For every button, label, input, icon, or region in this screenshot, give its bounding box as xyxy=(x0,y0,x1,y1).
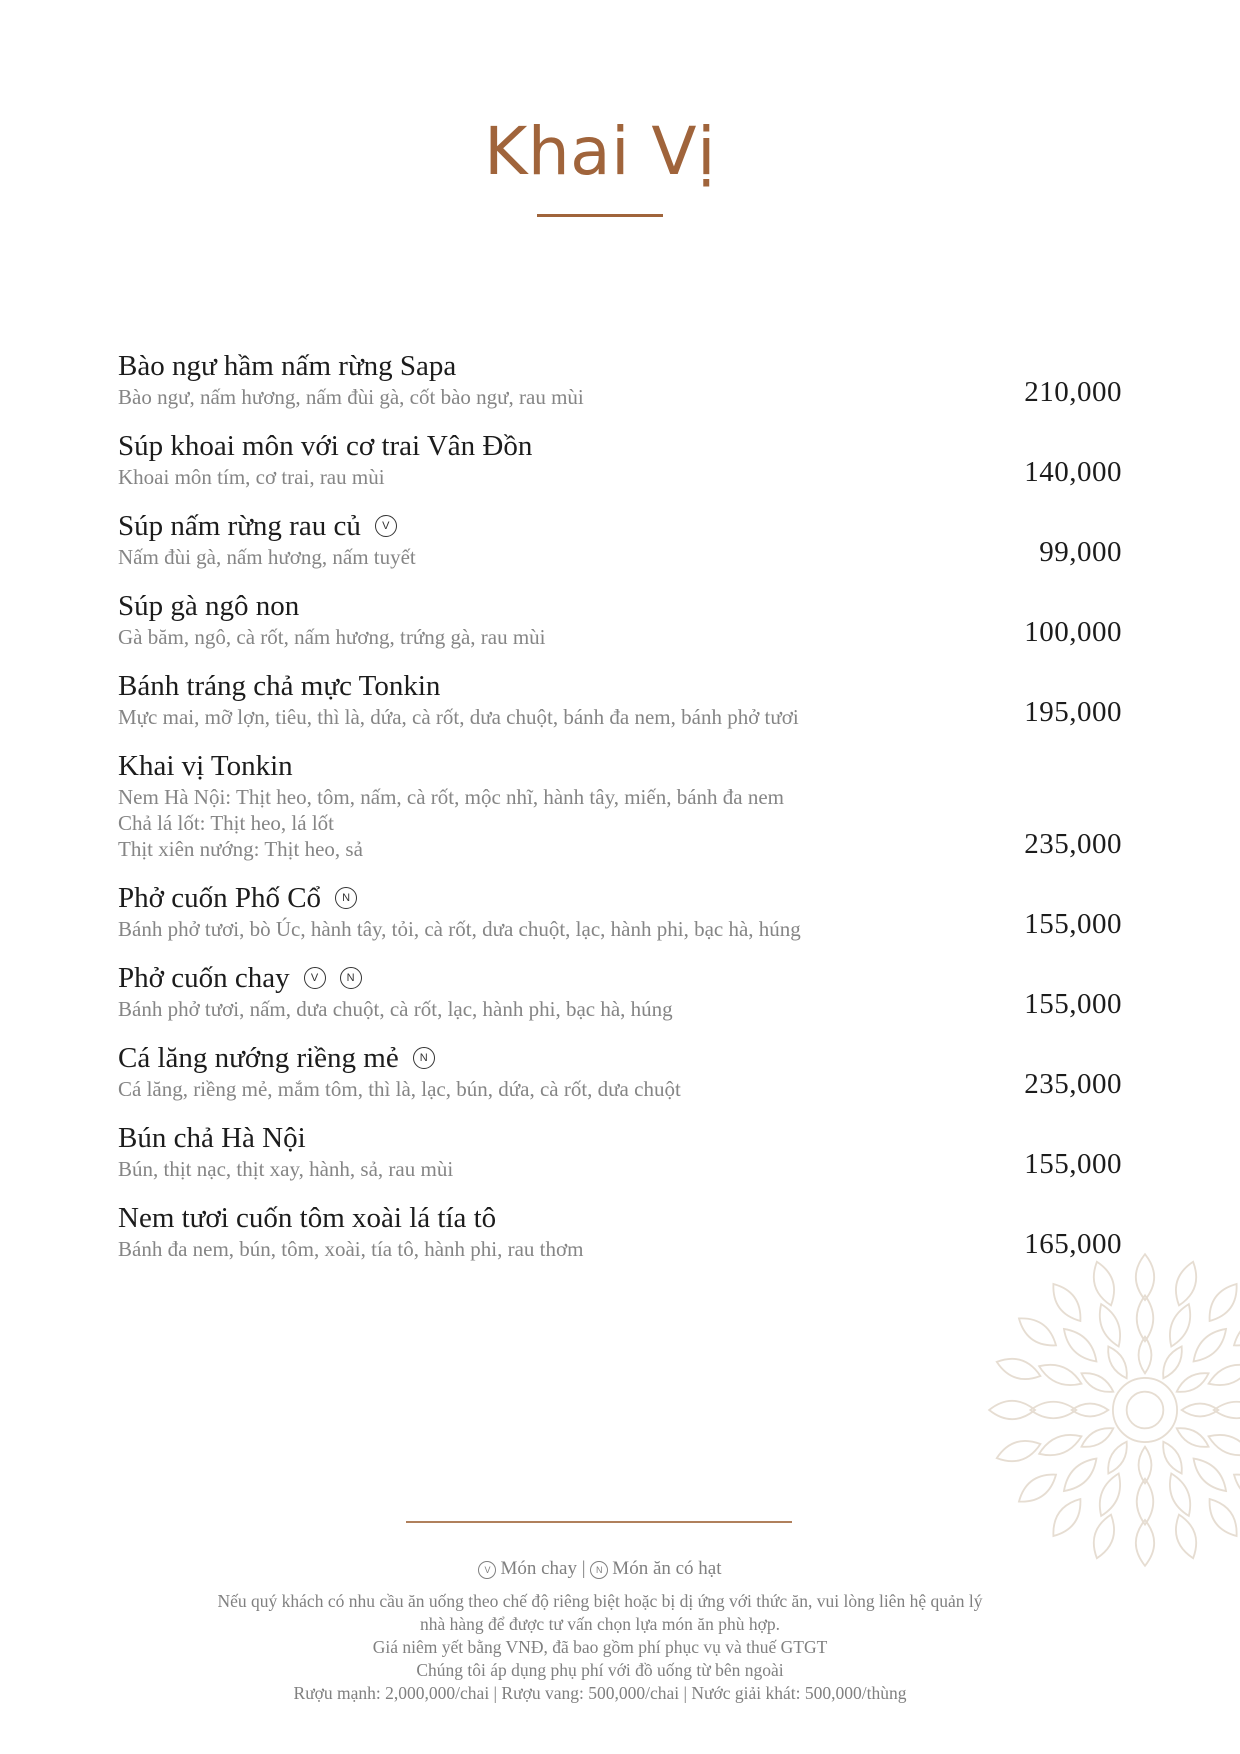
mandala-petal xyxy=(1209,1365,1240,1385)
menu-item-name xyxy=(118,588,1122,624)
mandala-ring xyxy=(1113,1378,1177,1442)
menu-item-description: Nem Hà Nội: Thịt heo, tôm, nấm, cà rốt, mộc nhĩ, hành tây, miến, bánh đa nem xyxy=(118,785,785,809)
menu-item xyxy=(118,1120,1122,1182)
note-line: Chúng tôi áp dụng phụ phí với đồ uống từ bên ngoài xyxy=(416,1660,784,1680)
menu-item-name-text: Khai vị Tonkin xyxy=(118,750,293,782)
mandala-petal xyxy=(1163,1346,1182,1378)
nuts-icon: N xyxy=(340,967,362,989)
menu-item xyxy=(118,348,1122,410)
menu-item-name-text: Phở cuốn chay xyxy=(118,962,290,994)
menu-item-price: 165,000 xyxy=(1024,1228,1122,1260)
menu-item-price: 155,000 xyxy=(1024,1148,1122,1180)
menu-item-name xyxy=(118,748,1122,784)
menu-item xyxy=(118,588,1122,650)
menu-item-name-text: Nem tươi cuốn tôm xoài lá tía tô xyxy=(118,1202,497,1234)
mandala-petal xyxy=(1094,1515,1114,1559)
menu-item xyxy=(118,960,1122,1022)
menu-item-name-text: Súp khoai môn với cơ trai Vân Đồn xyxy=(118,430,533,462)
menu-item-price: 155,000 xyxy=(1024,908,1122,940)
mandala-petal xyxy=(1210,1499,1237,1536)
mandala-petal xyxy=(1234,1475,1240,1502)
vegetarian-icon: V xyxy=(375,515,397,537)
menu-item-name xyxy=(118,1200,1122,1236)
menu-item-name xyxy=(118,428,1122,464)
mandala-petal xyxy=(1081,1428,1113,1447)
menu-item-description: Bào ngư, nấm hương, nấm đùi gà, cốt bào ngư, rau mùi xyxy=(118,385,584,409)
note-line: Rượu mạnh: 2,000,000/chai | Rượu vang: 500,000/chai | Nước giải khát: 500,000/thùng xyxy=(293,1683,907,1703)
legend-separator: | xyxy=(581,1558,586,1579)
menu-item-name xyxy=(118,880,1122,916)
mandala-petal xyxy=(1182,1404,1219,1417)
menu-item-price: 99,000 xyxy=(1039,536,1122,568)
menu-item-price: 195,000 xyxy=(1024,696,1122,728)
menu-item-price: 235,000 xyxy=(1024,828,1122,860)
menu-item-price: 140,000 xyxy=(1024,456,1122,488)
badge-legend xyxy=(0,1556,1200,1582)
menu-item-description: Nấm đùi gà, nấm hương, nấm tuyết xyxy=(118,545,416,569)
mandala-petal xyxy=(1170,1304,1190,1346)
menu-item xyxy=(118,748,1122,862)
mandala-petal xyxy=(1081,1373,1113,1392)
mandala-petal xyxy=(1019,1475,1056,1502)
mandala-petal xyxy=(1177,1373,1209,1392)
menu-item-description: Bún, thịt nạc, thịt xay, hành, sả, rau mùi xyxy=(118,1157,454,1181)
mandala-petal xyxy=(1163,1442,1182,1474)
note-line: Giá niêm yết bằng VNĐ, đã bao gồm phí phục vụ và thuế GTGT xyxy=(372,1637,828,1657)
menu-item xyxy=(118,1200,1122,1262)
menu-item-name-text: Súp gà ngô non xyxy=(118,590,300,622)
menu-item-description: Khoai môn tím, cơ trai, rau mùi xyxy=(118,465,385,489)
mandala-petal xyxy=(1170,1474,1190,1516)
legend-nuts-label: Món ăn có hạt xyxy=(612,1558,722,1579)
mandala-petal xyxy=(1176,1515,1196,1559)
mandala-petal xyxy=(1039,1365,1081,1385)
mandala-petal xyxy=(1064,1329,1096,1361)
menu-item-description: Chả lá lốt: Thịt heo, lá lốt xyxy=(118,811,334,835)
note-line: Nếu quý khách có nhu cầu ăn uống theo chế độ riêng biệt hoặc bị dị ứng với thức ăn, vui lòng liên hệ quản lý xyxy=(217,1591,983,1611)
menu-item-name xyxy=(118,960,1122,996)
menu-item-name xyxy=(118,1040,1122,1076)
menu-item-name-text: Bún chả Hà Nội xyxy=(118,1122,306,1154)
menu-item-name xyxy=(118,508,1122,544)
vegetarian-icon: V xyxy=(304,967,326,989)
nuts-icon: N xyxy=(413,1047,435,1069)
mandala-petal xyxy=(1214,1402,1240,1419)
page-title: Khai Vị xyxy=(484,113,716,190)
menu-item-name xyxy=(118,348,1122,384)
mandala-petal xyxy=(1053,1284,1080,1321)
menu-item-price: 210,000 xyxy=(1024,376,1122,408)
nuts-icon: N xyxy=(335,887,357,909)
menu-item-description: Mực mai, mỡ lợn, tiêu, thì là, dứa, cà rốt, dưa chuột, bánh đa nem, bánh phở tươi xyxy=(118,705,799,729)
mandala-petal xyxy=(1100,1474,1120,1516)
mandala-petal xyxy=(1137,1295,1154,1341)
mandala-petal xyxy=(1139,1337,1152,1374)
menu-item xyxy=(118,668,1122,730)
vegetarian-icon: V xyxy=(478,1561,496,1579)
menu-item xyxy=(118,428,1122,490)
mandala-petal xyxy=(997,1441,1041,1461)
mandala-petal xyxy=(1030,1402,1076,1419)
mandala-petal xyxy=(1136,1254,1154,1300)
mandala-petal xyxy=(1139,1447,1152,1484)
mandala-petal xyxy=(1234,1318,1240,1345)
mandala-petal xyxy=(1072,1404,1109,1417)
mandala-petal xyxy=(1194,1329,1226,1361)
menu-item-name-text: Phở cuốn Phố Cổ xyxy=(118,882,322,914)
mandala-petal xyxy=(1176,1262,1196,1306)
menu-item xyxy=(118,508,1122,570)
menu-item-price: 235,000 xyxy=(1024,1068,1122,1100)
legend-vegetarian-label: Món chay xyxy=(500,1558,577,1579)
menu-item-description: Bánh đa nem, bún, tôm, xoài, tía tô, hành phi, rau thơm xyxy=(118,1237,584,1261)
mandala-petal xyxy=(1177,1428,1209,1447)
mandala-petal xyxy=(1194,1459,1226,1491)
note-line: nhà hàng để được tư vấn chọn lựa món ăn phù hợp. xyxy=(420,1614,780,1634)
mandala-petal xyxy=(1108,1442,1127,1474)
menu-item-description: Bánh phở tươi, nấm, dưa chuột, cà rốt, lạc, hành phi, bạc hà, húng xyxy=(118,997,673,1021)
menu-item-description: Gà băm, ngô, cà rốt, nấm hương, trứng gà, rau mùi xyxy=(118,625,546,649)
nuts-icon: N xyxy=(590,1561,608,1579)
mandala-petal xyxy=(1210,1284,1237,1321)
mandala-petal xyxy=(1019,1318,1056,1345)
menu-item-name xyxy=(118,1120,1122,1156)
menu-item-price: 100,000 xyxy=(1024,616,1122,648)
menu-item-name-text: Bánh tráng chả mực Tonkin xyxy=(118,670,441,702)
footer-divider xyxy=(406,1521,792,1523)
menu-item-description: Bánh phở tươi, bò Úc, hành tây, tỏi, cà rốt, dưa chuột, lạc, hành phi, bạc hà, húng xyxy=(118,917,801,941)
title-divider xyxy=(537,214,663,217)
mandala-petal xyxy=(1209,1435,1240,1455)
mandala-ring xyxy=(1127,1392,1164,1429)
menu-item-name xyxy=(118,668,1122,704)
menu-item-name-text: Bào ngư hầm nấm rừng Sapa xyxy=(118,350,457,382)
footer-notes xyxy=(0,1590,1200,1705)
mandala-petal xyxy=(1064,1459,1096,1491)
mandala-petal xyxy=(1053,1499,1080,1536)
mandala-petal xyxy=(1100,1304,1120,1346)
menu-item-price: 155,000 xyxy=(1024,988,1122,1020)
menu-item xyxy=(118,1040,1122,1102)
mandala-petal xyxy=(1108,1346,1127,1378)
mandala-petal xyxy=(989,1401,1035,1419)
menu-item xyxy=(118,880,1122,942)
menu-list xyxy=(118,348,1122,1280)
mandala-petal xyxy=(997,1359,1041,1379)
menu-item-description: Thịt xiên nướng: Thịt heo, sả xyxy=(118,837,363,861)
menu-item-description: Cá lăng, riềng mẻ, mắm tôm, thì là, lạc, bún, dứa, cà rốt, dưa chuột xyxy=(118,1077,681,1101)
mandala-petal xyxy=(1039,1435,1081,1455)
menu-item-name-text: Cá lăng nướng riềng mẻ xyxy=(118,1042,399,1074)
menu-item-name-text: Súp nấm rừng rau củ xyxy=(118,510,361,542)
mandala-petal xyxy=(1137,1479,1154,1525)
